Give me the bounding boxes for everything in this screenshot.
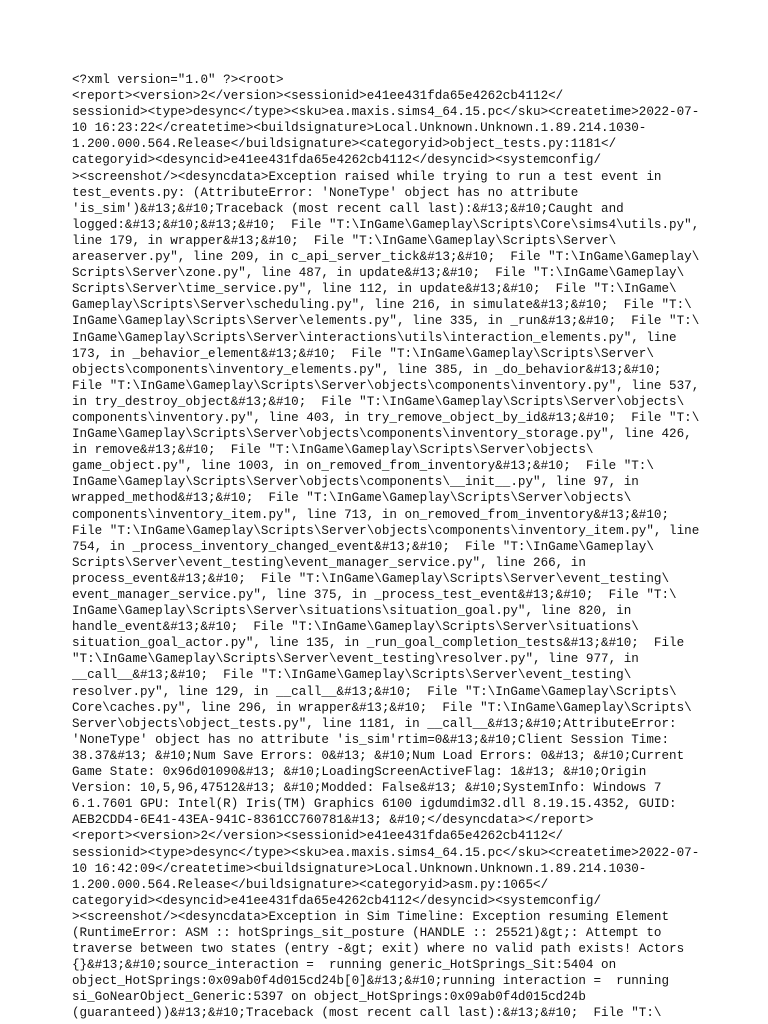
text-line: 'NoneType' object has no attribute 'is_sim'rtim=0&#13;&#10;Client Session Time: (72, 732, 670, 747)
text-line: sessionid><type>desync</type><sku>ea.maxis.sims4_64.15.pc</sku><createtime>2022-07- (72, 105, 700, 120)
text-line: process_event&#13;&#10; File "T:\InGame\Gameplay\Scripts\Server\event_testing\ (72, 571, 670, 586)
text-line: Core\caches.py", line 296, in wrapper&#13;&#10; File "T:\InGame\Gameplay\Scripts\ (72, 700, 692, 715)
text-line: InGame\Gameplay\Scripts\Server\objects\components\__init__.py", line 97, in (72, 475, 639, 490)
text-line: object_HotSprings:0x09ab0f4d015cd24b[0]&#13;&#10;running interaction = running (72, 974, 670, 989)
text-line: AEB2CDD4-6E41-43EA-941C-8361CC760781&#13; &#10;</desyncdata></report> (72, 813, 594, 828)
text-line: 'is_sim')&#13;&#10;Traceback (most recent call last):&#13;&#10;Caught and (72, 201, 624, 216)
text-line: Scripts\Server\zone.py", line 487, in update&#13;&#10; File "T:\InGame\Gameplay\ (72, 266, 685, 281)
text-line: Gameplay\Scripts\Server\scheduling.py", line 216, in simulate&#13;&#10; File "T:\ (72, 298, 692, 313)
text-line: components\inventory.py", line 403, in try_remove_object_by_id&#13;&#10; File "T:\ (72, 410, 700, 425)
text-line: game_object.py", line 1003, in on_removed_from_inventory&#13;&#10; File "T:\ (72, 459, 654, 474)
text-line: event_manager_service.py", line 375, in _process_test_event&#13;&#10; File "T:\ (72, 588, 677, 602)
text-line: Server\objects\object_tests.py", line 1181, in __call__&#13;&#10;AttributeError: (72, 716, 677, 731)
text-line: <report><version>2</version><sessionid>e41ee431fda65e4262cb4112</ (72, 829, 564, 844)
text-line: categoryid><desyncid>e41ee431fda65e4262cb4112</desyncid><systemconfig/ (72, 893, 602, 908)
text-line: Scripts\Server\time_service.py", line 112, in update&#13;&#10; File "T:\InGame\ (72, 282, 677, 297)
text-line: InGame\Gameplay\Scripts\Server\situations\situation_goal.py", line 820, in (72, 604, 632, 619)
text-line: {}&#13;&#10;source_interaction = running generic_HotSprings_Sit:5404 on (72, 958, 617, 973)
text-line: components\inventory_item.py", line 713, in on_removed_from_inventory&#13;&#10; (72, 507, 670, 522)
text-line: "T:\InGame\Gameplay\Scripts\Server\event_testing\resolver.py", line 977, in (72, 652, 639, 667)
text-line: in remove&#13;&#10; File "T:\InGame\Gameplay\Scripts\Server\objects\ (72, 443, 594, 458)
text-line: test_events.py: (AttributeError: 'NoneType' object has no attribute (72, 185, 579, 200)
text-line: traverse between two states (entry -&gt; exit) where no valid path exists! Actors (72, 942, 685, 957)
text-line: InGame\Gameplay\Scripts\Server\elements.py", line 335, in _run&#13;&#10; File "T:\ (72, 314, 700, 329)
text-line: ><screenshot/><desyncdata>Exception raised while trying to run a test event in (72, 169, 662, 184)
text-line: <?xml version="1.0" ?><root> (72, 73, 284, 87)
text-line: resolver.py", line 129, in __call__&#13;&#10; File "T:\InGame\Gameplay\Scripts\ (72, 684, 677, 699)
text-line: categoryid><desyncid>e41ee431fda65e4262cb4112</desyncid><systemconfig/ (72, 153, 602, 168)
text-line: Scripts\Server\event_testing\event_manager_service.py", line 266, in (72, 555, 586, 570)
text-line: <report><version>2</version><sessionid>e41ee431fda65e4262cb4112</ (72, 89, 564, 104)
text-line: in try_destroy_object&#13;&#10; File "T:\InGame\Gameplay\Scripts\Server\objects\ (72, 394, 685, 409)
text-line: (RuntimeError: ASM :: hotSprings_sit_posture (HANDLE :: 25521)&gt;: Attempt to (72, 925, 662, 940)
text-line: logged:&#13;&#10;&#13;&#10; File "T:\InGame\Gameplay\Scripts\Core\sims4\utils.py", (72, 217, 700, 232)
text-line: wrapped_method&#13;&#10; File "T:\InGame\Gameplay\Scripts\Server\objects\ (72, 491, 632, 506)
document-body (72, 72, 700, 1022)
text-line: ><screenshot/><desyncdata>Exception in Sim Timeline: Exception resuming Element (72, 909, 670, 924)
text-line: objects\components\inventory_elements.py", line 385, in _do_behavior&#13;&#10; (72, 362, 662, 377)
text-line: InGame\Gameplay\Scripts\Server\interactions\utils\interaction_elements.py", line (72, 330, 677, 345)
text-line: Version: 10,5,96,47512&#13; &#10;Modded: False&#13; &#10;SystemInfo: Windows 7 (72, 781, 662, 796)
text-line: line 179, in wrapper&#13;&#10; File "T:\InGame\Gameplay\Scripts\Server\ (72, 233, 617, 248)
text-line: File "T:\InGame\Gameplay\Scripts\Server\objects\components\inventory.py", line 537, (72, 378, 700, 393)
text-line: 173, in _behavior_element&#13;&#10; File "T:\InGame\Gameplay\Scripts\Server\ (72, 346, 654, 361)
text-line: 10 16:23:22</createtime><buildsignature>Local.Unknown.Unknown.1.89.214.1030- (72, 121, 647, 136)
text-line: 1.200.000.564.Release</buildsignature><categoryid>object_tests.py:1181</ (72, 137, 617, 152)
text-line: 1.200.000.564.Release</buildsignature><categoryid>asm.py:1065</ (72, 877, 549, 892)
text-line: Game State: 0x96d01090&#13; &#10;LoadingScreenActiveFlag: 1&#13; &#10;Origin (72, 765, 647, 780)
text-line: __call__&#13;&#10; File "T:\InGame\Gameplay\Scripts\Server\event_testing\ (72, 668, 632, 683)
text-line: si_GoNearObject_Generic:5397 on object_HotSprings:0x09ab0f4d015cd24b (72, 990, 586, 1005)
text-line: 10 16:42:09</createtime><buildsignature>Local.Unknown.Unknown.1.89.214.1030- (72, 861, 647, 876)
text-line: (guaranteed))&#13;&#10;Traceback (most recent call last):&#13;&#10; File "T:\ (72, 1006, 662, 1021)
text-line: handle_event&#13;&#10; File "T:\InGame\Gameplay\Scripts\Server\situations\ (72, 620, 639, 635)
text-line: InGame\Gameplay\Scripts\Server\objects\components\inventory_storage.py", line 426, (72, 427, 692, 442)
text-line: File "T:\InGame\Gameplay\Scripts\Server\objects\components\inventory_item.py", line (72, 523, 700, 538)
text-line: sessionid><type>desync</type><sku>ea.maxis.sims4_64.15.pc</sku><createtime>2022-07- (72, 845, 700, 860)
text-line: situation_goal_actor.py", line 135, in _run_goal_completion_tests&#13;&#10; File (72, 636, 685, 651)
text-line: areaserver.py", line 209, in c_api_server_tick&#13;&#10; File "T:\InGame\Gameplay\ (72, 250, 700, 265)
text-line: 38.37&#13; &#10;Num Save Errors: 0&#13; &#10;Num Load Errors: 0&#13; &#10;Current (72, 748, 685, 763)
text-line: 6.1.7601 GPU: Intel(R) Iris(TM) Graphics 6100 igdumdim32.dll 8.19.15.4352, GUID: (72, 797, 677, 812)
text-line: 754, in _process_inventory_changed_event&#13;&#10; File "T:\InGame\Gameplay\ (72, 539, 654, 554)
